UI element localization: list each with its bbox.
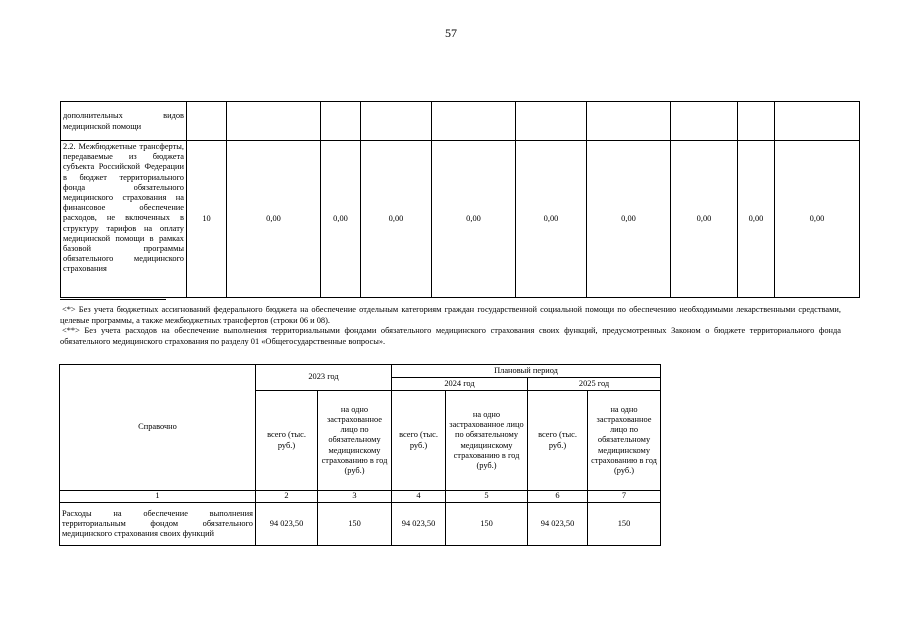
header-total-2023: всего (тыс. руб.) [256,391,318,491]
footnote-1: <*> Без учета бюджетных ассигнований федерального бюджета на обеспечение отдельным категориям граждан государственной социальной помощи по обеспечению необходимыми лекарственными средствами, целевые программы, а также межбюджетных трансфертов (строки 06 и 08). [60,305,841,325]
table-cell [671,102,738,141]
row-label: Расходы на обеспечение выполнения территориальным фондом обязательного медицинского страхования своих функций [60,503,256,546]
table-cell: 150 [446,503,528,546]
table-row [60,491,661,503]
header-per-person-2023: на одно застрахованное лицо по обязательному медицинскому страхованию в год (руб.) [318,391,392,491]
table-row [61,102,860,141]
table-row [60,503,661,546]
page-number: 57 [445,26,457,40]
header-total-2025: всего (тыс. руб.) [528,391,588,491]
table-row [60,365,661,378]
table-cell: 0,00 [775,141,860,298]
table-cell [321,102,361,141]
row-line [187,102,227,141]
table-cell [587,102,671,141]
table-cell [775,102,860,141]
table-row [61,141,860,298]
table-cell: 0,00 [671,141,738,298]
table-cell: 0,00 [432,141,516,298]
table-cell: 94 023,50 [528,503,588,546]
budget-table-continuation [60,101,860,298]
table-cell: 0,00 [587,141,671,298]
col-number: 2 [256,491,318,503]
header-per-person-2025: на одно застрахованное лицо по обязательному медицинскому страхованию в год (руб.) [588,391,661,491]
table-cell [516,102,587,141]
row-name: 2.2. Межбюджетные трансферты, передаваемые из бюджета субъекта Российской Федерации в бюджет территориального фонда обязательного медицинского страхования на финансовое обеспечение расходов, не включенных в структуру тарифов на оплату медицинской помощи в рамках базовой программы обязательного медицинского страхования [61,141,187,298]
footnote-2: <**> Без учета расходов на обеспечение выполнения территориальными фондами обязательного медицинского страхования своих функций, предусмотренных Законом о бюджете территориального фонда обязательного медицинского страхования по разделу 01 «Общегосударственные вопросы». [60,326,841,346]
reference-table [59,364,661,546]
col-number: 5 [446,491,528,503]
table-cell: 0,00 [361,141,432,298]
header-total-2024: всего (тыс. руб.) [392,391,446,491]
table-cell [227,102,321,141]
header-year-2025: 2025 год [528,378,661,391]
table-cell: 94 023,50 [392,503,446,546]
col-number: 1 [60,491,256,503]
header-year-2023: 2023 год [256,365,392,391]
header-ref: Справочно [60,365,256,491]
table-cell [432,102,516,141]
col-number: 6 [528,491,588,503]
col-number: 7 [588,491,661,503]
header-year-2024: 2024 год [392,378,528,391]
table-cell: 150 [588,503,661,546]
table-cell: 0,00 [227,141,321,298]
table-cell: 150 [318,503,392,546]
footnotes [60,305,841,347]
col-number: 3 [318,491,392,503]
header-per-person-2024: на одно застрахованное лицо по обязательному медицинскому страхованию в год (руб.) [446,391,528,491]
row-name: дополнительных видов медицинской помощи [61,102,187,141]
table-cell: 0,00 [738,141,775,298]
table-cell: 94 023,50 [256,503,318,546]
table-cell [361,102,432,141]
table-cell [738,102,775,141]
table-cell: 0,00 [516,141,587,298]
table-cell: 0,00 [321,141,361,298]
col-number: 4 [392,491,446,503]
header-planned-period: Плановый период [392,365,661,378]
footnote-separator [60,299,166,300]
row-line: 10 [187,141,227,298]
